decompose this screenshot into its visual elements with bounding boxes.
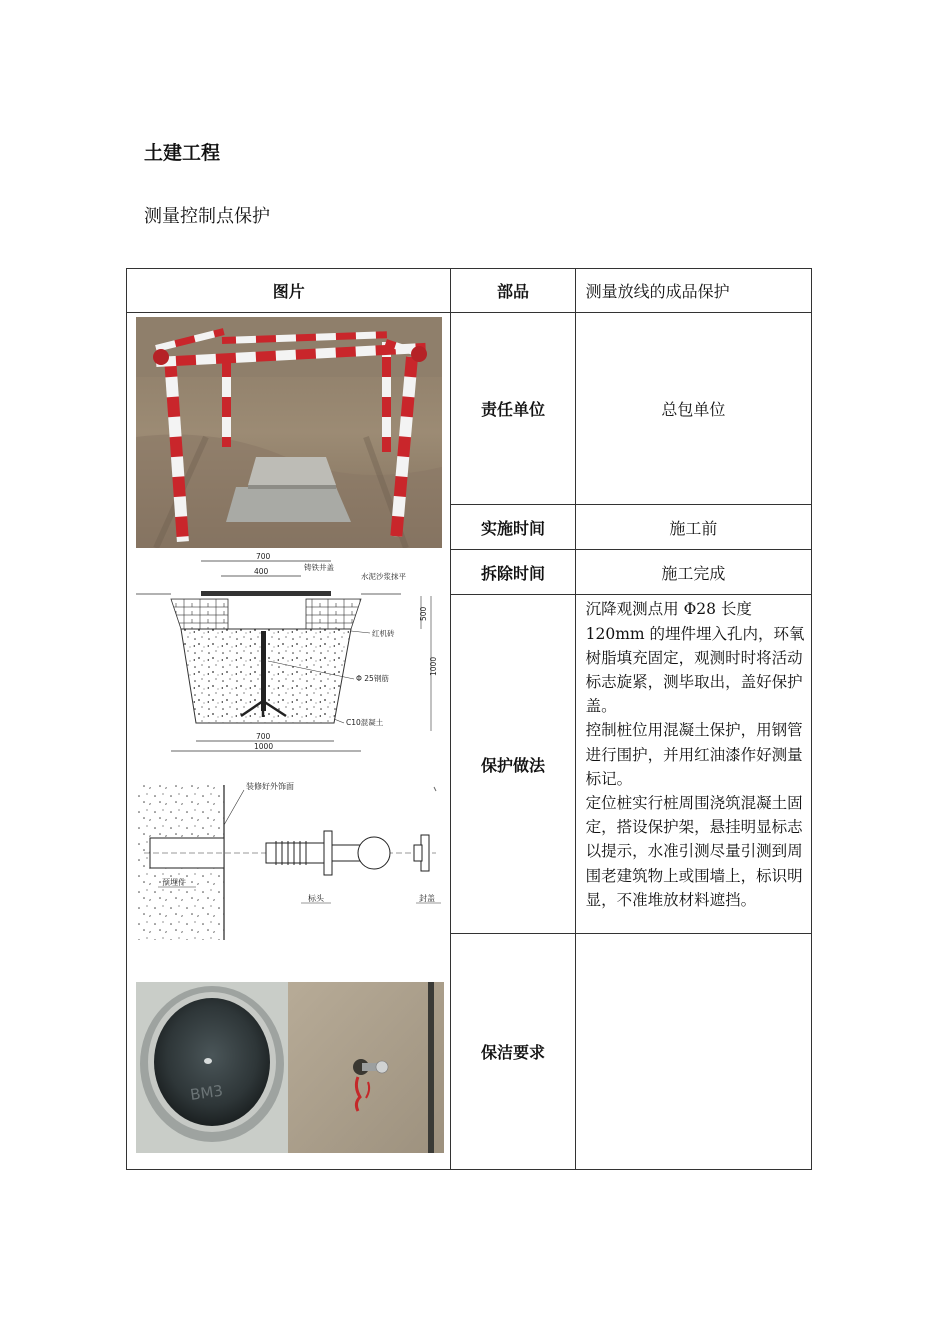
section-subheading: 测量控制点保护 — [144, 206, 270, 227]
header-part: 部品 — [451, 269, 575, 313]
dim-right-label: 1000 — [429, 656, 438, 676]
table-header-row — [127, 269, 812, 313]
rebar-label: Φ 25钢筋 — [356, 674, 389, 683]
value-protection-method — [575, 595, 811, 933]
concrete-label: C10混凝土 — [346, 718, 384, 727]
brick-label: 红机砖 — [372, 629, 395, 638]
header-picture: 图片 — [127, 269, 451, 313]
table-row — [127, 313, 812, 505]
embed-label: 预埋件 — [162, 878, 186, 887]
cap-label: 封盖 — [419, 894, 435, 903]
dim-top-label: 700 — [256, 552, 271, 561]
label-protection-method: 保护做法 — [451, 595, 575, 933]
label-implement-time: 实施时间 — [451, 505, 575, 550]
embedded-marker-drawing — [136, 775, 446, 940]
dim-bottom2-label: 1000 — [254, 742, 274, 751]
label-responsible-unit: 责任单位 — [451, 313, 575, 505]
label-cleaning-requirement: 保洁要求 — [451, 933, 575, 1169]
finish-label: 装修好外饰面 — [246, 782, 294, 791]
dim-right-top-label: 500 — [419, 606, 428, 621]
dim-bottom1-label: 700 — [256, 732, 271, 741]
images-cell — [127, 313, 451, 1170]
value-implement-time: 施工前 — [575, 505, 811, 550]
value-responsible-unit: 总包单位 — [575, 313, 811, 505]
benchmark-photos — [136, 982, 444, 1153]
header-part-value: 测量放线的成品保护 — [575, 269, 811, 313]
pit-section-drawing — [136, 551, 446, 766]
method-paragraph-2: 控制桩位用混凝土保护，用钢管进行围护，并用红油漆作好测量标记。 — [585, 721, 803, 788]
protection-table — [126, 268, 812, 1170]
cover-label: 铸铁井盖 — [304, 563, 334, 572]
head-label: 标头 — [308, 894, 324, 903]
dim-mid-label: 400 — [254, 567, 269, 576]
method-paragraph-3: 定位桩实行桩周围浇筑混凝土固定，搭设保护架，悬挂明显标志以提示，水准引测尽量引测到周围老建筑物上或围墙上，标识明显，不准堆放材料遮挡。 — [585, 793, 803, 909]
mortar-label: 水泥沙浆抹平 — [361, 572, 406, 581]
value-removal-time: 施工完成 — [575, 550, 811, 595]
method-paragraph-1: 沉降观测点用 Φ28 长度 120mm 的埋件埋入孔内，环氧树脂填充固定，观测时时将活动标志旋紧，测毕取出，盖好保护盖。 — [585, 600, 805, 716]
label-removal-time: 拆除时间 — [451, 550, 575, 595]
bm3-text: BM3 — [189, 1081, 225, 1104]
barrier-photo — [136, 317, 442, 548]
section-heading: 土建工程 — [144, 142, 221, 164]
value-cleaning-requirement — [575, 933, 811, 1169]
